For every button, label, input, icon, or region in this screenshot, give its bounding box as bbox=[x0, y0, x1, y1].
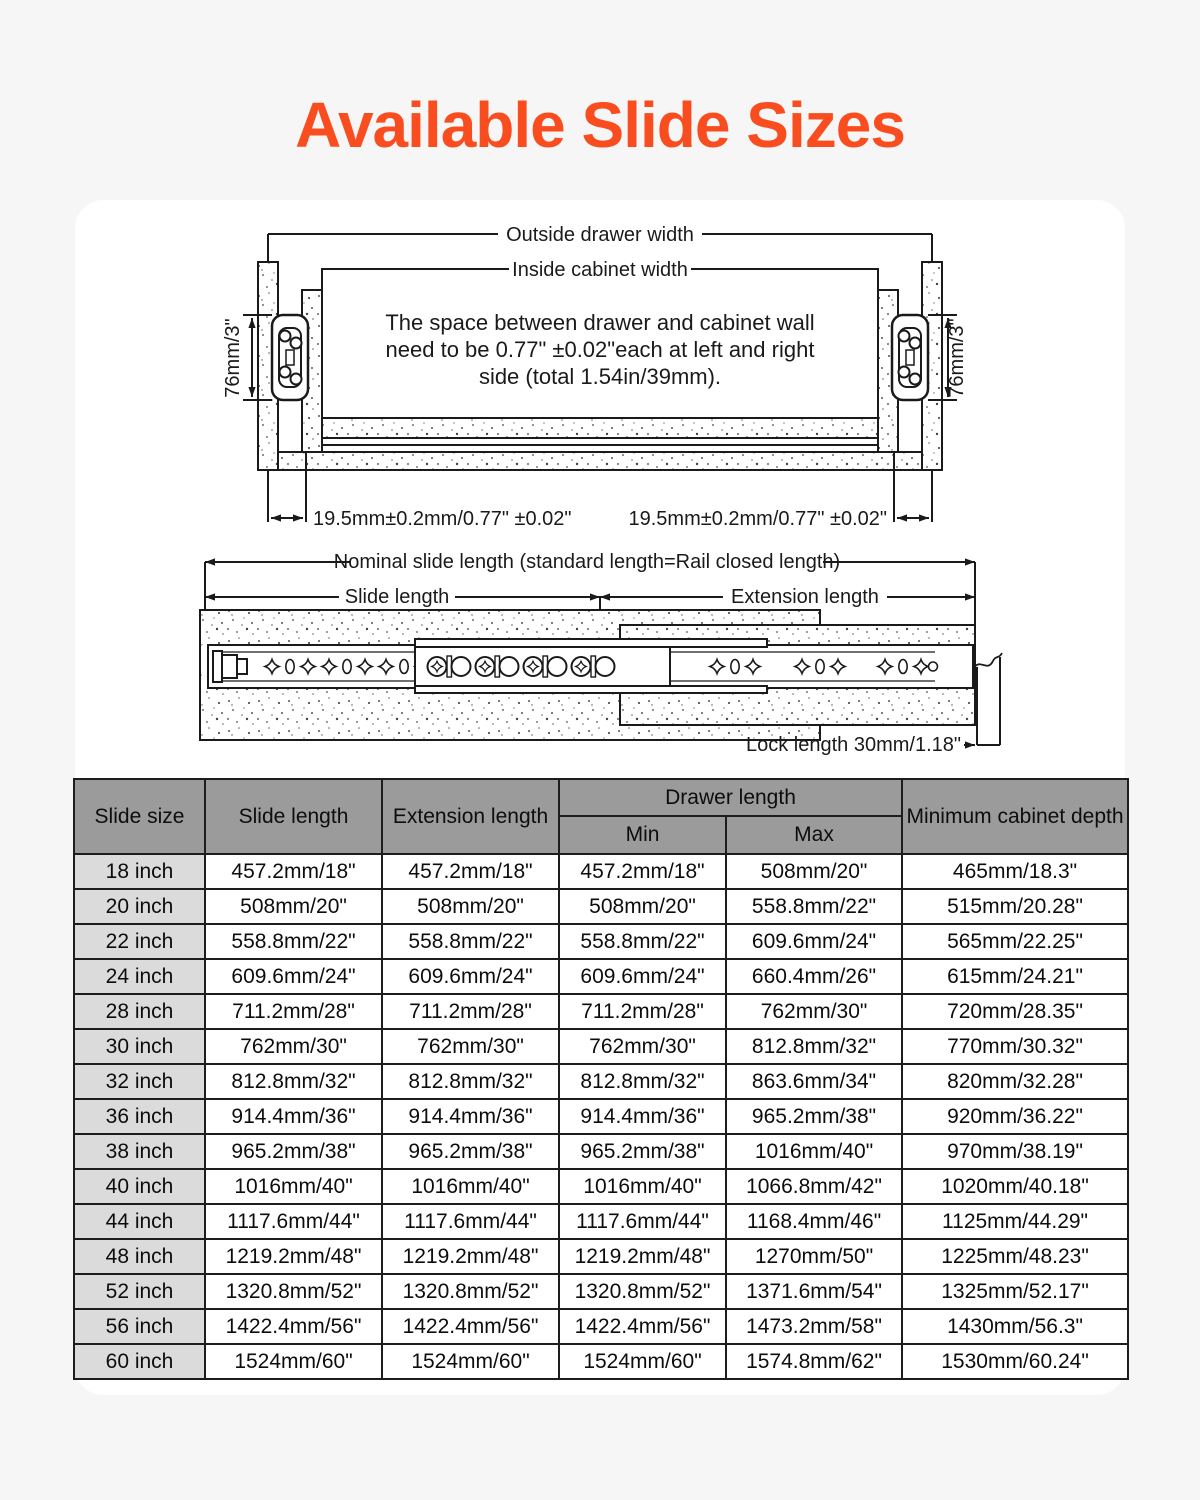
outside-drawer-width-label: Outside drawer width bbox=[506, 224, 694, 246]
data-cell: 920mm/36.22" bbox=[902, 1099, 1128, 1134]
data-cell: 812.8mm/32" bbox=[382, 1064, 559, 1099]
data-cell: 508mm/20" bbox=[559, 889, 726, 924]
row-header-cell: 56 inch bbox=[74, 1309, 205, 1344]
data-cell: 1320.8mm/52" bbox=[382, 1274, 559, 1309]
row-header-cell: 24 inch bbox=[74, 959, 205, 994]
data-cell: 1422.4mm/56" bbox=[205, 1309, 382, 1344]
data-cell: 711.2mm/28" bbox=[205, 994, 382, 1029]
gap-dimension-label-right: 19.5mm±0.2mm/0.77" ±0.02" bbox=[628, 508, 887, 530]
data-cell: 457.2mm/18" bbox=[382, 854, 559, 889]
data-cell: 1020mm/40.18" bbox=[902, 1169, 1128, 1204]
table-row bbox=[74, 854, 1128, 889]
data-cell: 1219.2mm/48" bbox=[382, 1239, 559, 1274]
header-min-cabinet-depth: Minimum cabinet depth bbox=[902, 779, 1128, 854]
data-cell: 1270mm/50" bbox=[726, 1239, 902, 1274]
data-cell: 465mm/18.3" bbox=[902, 854, 1128, 889]
table-row bbox=[74, 1029, 1128, 1064]
header-drawer-length: Drawer length bbox=[559, 779, 902, 816]
slide-size-table-wrap bbox=[73, 778, 1127, 1380]
row-header-cell: 40 inch bbox=[74, 1169, 205, 1204]
data-cell: 762mm/30" bbox=[382, 1029, 559, 1064]
slide-length-label: Slide length bbox=[344, 586, 450, 608]
data-cell: 1320.8mm/52" bbox=[559, 1274, 726, 1309]
row-header-cell: 44 inch bbox=[74, 1204, 205, 1239]
page-title: Available Slide Sizes bbox=[295, 89, 905, 161]
row-header-cell: 60 inch bbox=[74, 1344, 205, 1379]
header-drawer-min: Min bbox=[559, 816, 726, 854]
data-cell: 1422.4mm/56" bbox=[559, 1309, 726, 1344]
data-cell: 711.2mm/28" bbox=[559, 994, 726, 1029]
data-cell: 863.6mm/34" bbox=[726, 1064, 902, 1099]
data-cell: 558.8mm/22" bbox=[205, 924, 382, 959]
table-row bbox=[74, 959, 1128, 994]
row-header-cell: 22 inch bbox=[74, 924, 205, 959]
data-cell: 515mm/20.28" bbox=[902, 889, 1128, 924]
data-cell: 1117.6mm/44" bbox=[205, 1204, 382, 1239]
table-row bbox=[74, 1169, 1128, 1204]
nominal-slide-length-label: Nominal slide length (standard length=Rail closed length) bbox=[333, 551, 841, 573]
lock-length-label: Lock length 30mm/1.18" bbox=[746, 734, 961, 756]
data-cell: 762mm/30" bbox=[726, 994, 902, 1029]
data-cell: 457.2mm/18" bbox=[205, 854, 382, 889]
data-cell: 1325mm/52.17" bbox=[902, 1274, 1128, 1309]
row-header-cell: 20 inch bbox=[74, 889, 205, 924]
data-cell: 711.2mm/28" bbox=[382, 994, 559, 1029]
data-cell: 558.8mm/22" bbox=[382, 924, 559, 959]
data-cell: 812.8mm/32" bbox=[559, 1064, 726, 1099]
data-cell: 965.2mm/38" bbox=[559, 1134, 726, 1169]
data-cell: 1016mm/40" bbox=[382, 1169, 559, 1204]
table-row bbox=[74, 1239, 1128, 1274]
data-cell: 1016mm/40" bbox=[726, 1134, 902, 1169]
data-cell: 508mm/20" bbox=[205, 889, 382, 924]
header-drawer-max: Max bbox=[726, 816, 902, 854]
header-extension-length: Extension length bbox=[382, 779, 559, 854]
data-cell: 1574.8mm/62" bbox=[726, 1344, 902, 1379]
data-cell: 609.6mm/24" bbox=[726, 924, 902, 959]
data-cell: 1219.2mm/48" bbox=[559, 1239, 726, 1274]
data-cell: 609.6mm/24" bbox=[559, 959, 726, 994]
table-row bbox=[74, 1064, 1128, 1099]
data-cell: 812.8mm/32" bbox=[726, 1029, 902, 1064]
data-cell: 914.4mm/36" bbox=[382, 1099, 559, 1134]
data-cell: 1430mm/56.3" bbox=[902, 1309, 1128, 1344]
data-cell: 609.6mm/24" bbox=[382, 959, 559, 994]
data-cell: 558.8mm/22" bbox=[726, 889, 902, 924]
extension-length-label: Extension length bbox=[731, 586, 879, 608]
data-cell: 1117.6mm/44" bbox=[559, 1204, 726, 1239]
row-header-cell: 18 inch bbox=[74, 854, 205, 889]
header-slide-size: Slide size bbox=[74, 779, 205, 854]
data-cell: 970mm/38.19" bbox=[902, 1134, 1128, 1169]
data-cell: 660.4mm/26" bbox=[726, 959, 902, 994]
data-cell: 1225mm/48.23" bbox=[902, 1239, 1128, 1274]
slide-length-diagram bbox=[75, 545, 1125, 777]
slide-cross-section-right bbox=[892, 315, 928, 400]
side-clearance-label-left: 76mm/3" bbox=[222, 318, 244, 398]
table-row bbox=[74, 1204, 1128, 1239]
slide-size-table bbox=[73, 778, 1129, 1380]
table-row bbox=[74, 924, 1128, 959]
data-cell: 1524mm/60" bbox=[205, 1344, 382, 1379]
data-cell: 762mm/30" bbox=[559, 1029, 726, 1064]
row-header-cell: 28 inch bbox=[74, 994, 205, 1029]
data-cell: 1422.4mm/56" bbox=[382, 1309, 559, 1344]
row-header-cell: 30 inch bbox=[74, 1029, 205, 1064]
data-cell: 558.8mm/22" bbox=[559, 924, 726, 959]
table-row bbox=[74, 889, 1128, 924]
data-cell: 770mm/30.32" bbox=[902, 1029, 1128, 1064]
row-header-cell: 52 inch bbox=[74, 1274, 205, 1309]
data-cell: 508mm/20" bbox=[382, 889, 559, 924]
data-cell: 1016mm/40" bbox=[205, 1169, 382, 1204]
side-clearance-label-right: 76mm/3" bbox=[946, 318, 968, 398]
clearance-note-line1: The space between drawer and cabinet wall bbox=[385, 310, 815, 335]
data-cell: 1016mm/40" bbox=[559, 1169, 726, 1204]
drawer-width-diagram bbox=[75, 200, 1125, 545]
data-cell: 965.2mm/38" bbox=[726, 1099, 902, 1134]
data-cell: 615mm/24.21" bbox=[902, 959, 1128, 994]
row-header-cell: 36 inch bbox=[74, 1099, 205, 1134]
data-cell: 720mm/28.35" bbox=[902, 994, 1128, 1029]
table-row bbox=[74, 994, 1128, 1029]
row-header-cell: 48 inch bbox=[74, 1239, 205, 1274]
data-cell: 1117.6mm/44" bbox=[382, 1204, 559, 1239]
header-slide-length: Slide length bbox=[205, 779, 382, 854]
data-cell: 1524mm/60" bbox=[559, 1344, 726, 1379]
data-cell: 457.2mm/18" bbox=[559, 854, 726, 889]
inside-cabinet-width-label: Inside cabinet width bbox=[512, 259, 688, 281]
data-cell: 820mm/32.28" bbox=[902, 1064, 1128, 1099]
data-cell: 1125mm/44.29" bbox=[902, 1204, 1128, 1239]
data-cell: 565mm/22.25" bbox=[902, 924, 1128, 959]
data-cell: 914.4mm/36" bbox=[205, 1099, 382, 1134]
data-cell: 1530mm/60.24" bbox=[902, 1344, 1128, 1379]
data-cell: 1066.8mm/42" bbox=[726, 1169, 902, 1204]
drawer-bottom-panel bbox=[322, 418, 878, 438]
table-row bbox=[74, 1099, 1128, 1134]
data-cell: 965.2mm/38" bbox=[205, 1134, 382, 1169]
data-cell: 1168.4mm/46" bbox=[726, 1204, 902, 1239]
data-cell: 1524mm/60" bbox=[382, 1344, 559, 1379]
data-cell: 1219.2mm/48" bbox=[205, 1239, 382, 1274]
data-cell: 812.8mm/32" bbox=[205, 1064, 382, 1099]
data-cell: 1320.8mm/52" bbox=[205, 1274, 382, 1309]
data-cell: 762mm/30" bbox=[205, 1029, 382, 1064]
data-cell: 965.2mm/38" bbox=[382, 1134, 559, 1169]
table-row bbox=[74, 1134, 1128, 1169]
table-row bbox=[74, 1309, 1128, 1344]
table-row bbox=[74, 1274, 1128, 1309]
data-cell: 1473.2mm/58" bbox=[726, 1309, 902, 1344]
data-cell: 914.4mm/36" bbox=[559, 1099, 726, 1134]
row-header-cell: 32 inch bbox=[74, 1064, 205, 1099]
row-header-cell: 38 inch bbox=[74, 1134, 205, 1169]
clearance-note-line3: side (total 1.54in/39mm). bbox=[478, 364, 722, 389]
data-cell: 508mm/20" bbox=[726, 854, 902, 889]
table-header bbox=[74, 779, 1128, 854]
gap-dimension-label-left: 19.5mm±0.2mm/0.77" ±0.02" bbox=[313, 508, 572, 530]
cabinet-bottom-panel bbox=[278, 452, 922, 470]
data-cell: 1371.6mm/54" bbox=[726, 1274, 902, 1309]
slide-cross-section-left bbox=[272, 315, 308, 400]
data-cell: 609.6mm/24" bbox=[205, 959, 382, 994]
table-row bbox=[74, 1344, 1128, 1379]
table-body bbox=[74, 854, 1128, 1379]
clearance-note-line2: need to be 0.77" ±0.02"each at left and right bbox=[385, 337, 815, 362]
